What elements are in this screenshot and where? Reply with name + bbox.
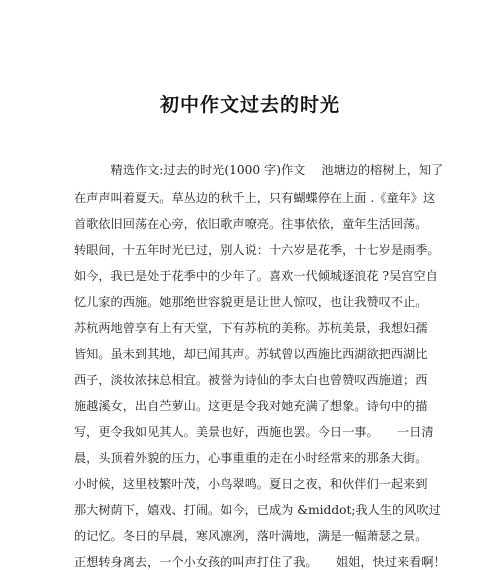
paragraph-line: 首歌依旧回荡在心旁，依旧歌声嘹亮。往事依依，童年生活回荡。: [74, 217, 428, 231]
paragraph-line: 西子，淡妆浓抹总相宜。被誉为诗仙的李太白也曾赞叹西施道；西: [74, 373, 428, 387]
paragraph-line: 在声声叫着夏天。草丛边的秋千上，只有蝴蝶停在上面 .《童年》这: [74, 191, 436, 205]
paragraph-line: 小时候，这里枝繁叶茂，小鸟翠鸣。夏日之夜，和伙伴们一起来到: [74, 477, 428, 491]
paragraph-line: 正想转身离去，一个小女孩的叫声打住了我。 姐姐，快过来看啊！: [74, 555, 446, 569]
paragraph-line: 晨，头顶着外貌的压力，心事重重的走在小时经常来的那条大街。: [74, 451, 428, 465]
paragraph-line: 忆儿家的西施。她那绝世容貌更是让世人惊叹，也让我赞叹不止。: [74, 295, 428, 309]
document-title: 初中作文过去的时光: [159, 94, 340, 116]
paragraph-line: 精选作文:过去的时光(1000 字)作文 池塘边的榕树上，知了: [74, 163, 444, 177]
paragraph-line: 施越溪女，出自苎萝山。这更是令我对她充满了想象。诗句中的描: [74, 399, 428, 413]
paragraph-line: 转眼间，十五年时光已过，别人说：十六岁是花季，十七岁是雨季。: [74, 243, 440, 257]
paragraph-line: 的记忆。冬日的早晨，寒风凛冽，落叶满地，满是一幅萧瑟之景。: [74, 529, 428, 543]
paragraph-line: 写，更令我如见其人。美景也好，西施也罢。今日一事。 一日清: [74, 425, 434, 439]
paragraph-line: 皆知。虽未到其地，却已闻其声。苏轼曾以西施比西湖欲把西湖比: [74, 347, 428, 361]
paragraph-line: 那大树荫下，嬉戏、打闹。如今，已成为 &middot;我人生的风吹过: [74, 503, 441, 517]
paragraph-line: 如今，我已是处于花季中的少年了。喜欢一代倾城逐浪花 ?吴宫空自: [74, 269, 438, 283]
paragraph-line: 苏杭两地曾享有上有天堂，下有苏杭的美称。苏杭美景，我想妇孺: [74, 321, 428, 335]
